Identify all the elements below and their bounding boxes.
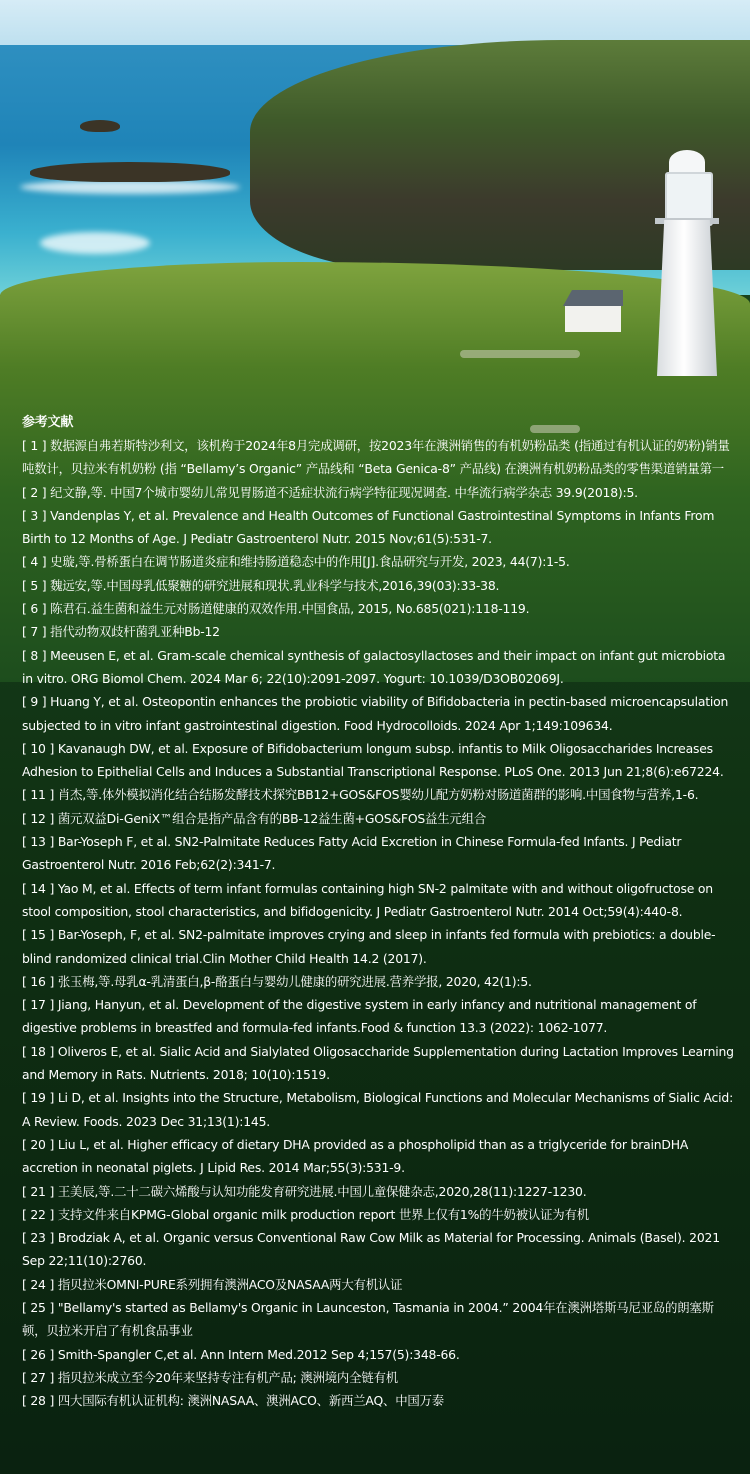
reference-item: [ 17 ] Jiang, Hanyun, et al. Development of the digestive system in early infancy and nutritional management of digestive problems in breastfed and formula-fed infants.Food & function 13.3 (2022): 1062-1077. bbox=[22, 997, 697, 1036]
reference-item: [ 4 ] 史璇,等.骨桥蛋白在调节肠道炎症和维持肠道稳态中的作用[J].食品研究与开发, 2023, 44(7):1-5. bbox=[22, 554, 570, 570]
sea-rock bbox=[30, 162, 230, 182]
reference-item: [ 20 ] Liu L, et al. Higher efficacy of dietary DHA provided as a phospholipid than as a triglyceride for brainDHA accretion in neonatal piglets. J Lipid Res. 2014 Mar;55(3):531-9. bbox=[22, 1136, 689, 1176]
cottage-wall bbox=[565, 306, 621, 332]
reference-item: [ 26 ] Smith-Spangler C,et al. Ann Intern Med.2012 Sep 4;157(5):348-66. bbox=[22, 1346, 460, 1362]
cottage-roof bbox=[563, 290, 623, 306]
reference-item: [ 8 ] Meeusen E, et al. Gram-scale chemical synthesis of galactosyllactoses and their impact on infant gut microbiota in vitro. ORG Biomol Chem. 2024 Mar 6; 22(10):2091-2097. Yogurt: 10.1039/D3OB02069J. bbox=[22, 647, 726, 686]
reference-item: [ 10 ] Kavanaugh DW, et al. Exposure of Bifidobacterium longum subsp. infantis to Milk Oligosaccharides Increases Adhesion to Epithelial Cells and Induces a Substantial Transcriptional Response. PLoS One. 2013 Jun 21;8(6):e67224. bbox=[22, 740, 724, 780]
stone-path bbox=[460, 350, 580, 358]
reference-item: [ 24 ] 指贝拉米OMNI-PURE系列拥有澳洲ACO及NASAA两大有机认证 bbox=[22, 1276, 403, 1292]
reference-item: [ 15 ] Bar-Yoseph, F, et al. SN2-palmitate improves crying and sleep in infants fed formula with prebiotics: a double-blind randomized clinical trial.Clin Mother Child Health 14.2 (2017). bbox=[22, 927, 716, 966]
lighthouse-cap bbox=[669, 150, 705, 174]
lighthouse-tower bbox=[657, 220, 717, 376]
reference-item: [ 9 ] Huang Y, et al. Osteopontin enhances the probiotic viability of Bifidobacteria in pectin-based microencapsulation subjected to in vitro infant gastrointestinal digestion. Food Hydrocolloids. 2024 Apr 1;149:109634. bbox=[22, 694, 729, 733]
reference-item: [ 6 ] 陈君石.益生菌和益生元对肠道健康的双效作用.中国食品, 2015, No.685(021):118-119. bbox=[22, 601, 530, 617]
reference-item: [ 7 ] 指代动物双歧杆菌乳亚种Bb-12 bbox=[22, 624, 220, 640]
reference-item: [ 11 ] 肖杰,等.体外模拟消化结合结肠发酵技术探究BB12+GOS&FOS婴幼儿配方奶粉对肠道菌群的影响.中国食物与营养,1-6. bbox=[22, 787, 699, 803]
reference-item: [ 12 ] 菌元双益Di-GeniX™组合是指产品含有的BB-12益生菌+GOS&FOS益生元组合 bbox=[22, 810, 487, 826]
reference-item: [ 25 ] "Bellamy's started as Bellamy's Organic in Launceston, Tasmania in 2004.” 2004年在澳洲塔斯马尼亚岛的朗塞斯顿，贝拉米开启了有机食品事业 bbox=[22, 1299, 714, 1339]
reference-item: [ 13 ] Bar-Yoseph F, et al. SN2-Palmitate Reduces Fatty Acid Excretion in Chinese Formula-fed Infants. J Pediatr Gastroenterol Nutr. 2016 Feb;62(2):341-7. bbox=[22, 834, 682, 873]
reference-item: [ 5 ] 魏远安,等.中国母乳低聚糖的研究进展和现状.乳业科学与技术,2016,39(03):33-38. bbox=[22, 577, 500, 593]
references-section bbox=[22, 412, 734, 1412]
references-heading: 参考文献 bbox=[22, 415, 74, 430]
wave-foam bbox=[40, 232, 150, 254]
reference-item: [ 27 ] 指贝拉米成立至今20年来坚持专注有机产品; 澳洲境内全链有机 bbox=[22, 1369, 398, 1385]
references-list bbox=[22, 434, 734, 1412]
reference-item: [ 19 ] Li D, et al. Insights into the Structure, Metabolism, Biological Functions and Molecular Mechanisms of Sialic Acid: A Review. Foods. 2023 Dec 31;13(1):145. bbox=[22, 1090, 734, 1129]
reference-item: [ 14 ] Yao M, et al. Effects of term infant formulas containing high SN-2 palmitate with and without oligofructose on stool composition, stool characteristics, and bifidogenicity. J Pediatr Gastroenterol Nutr. 2014 Oct;59(4):440-8. bbox=[22, 880, 713, 919]
reference-item: [ 21 ] 王美辰,等.二十二碳六烯酸与认知功能发育研究进展.中国儿童保健杂志,2020,28(11):1227-1230. bbox=[22, 1183, 587, 1199]
reference-item: [ 28 ] 四大国际有机认证机构: 澳洲NASAA、澳洲ACO、新西兰AQ、中国万泰 bbox=[22, 1393, 444, 1409]
reference-item: [ 22 ] 支持文件来自KPMG-Global organic milk production report 世界上仅有1%的牛奶被认证为有机 bbox=[22, 1206, 589, 1222]
reference-item: [ 1 ] 数据源自弗若斯特沙利文，该机构于2024年8月完成调研，按2023年在澳洲销售的有机奶粉品类 (指通过有机认证的奶粉)销量吨数计，贝拉米有机奶粉 (指 “Bellamy’s Organic” 产品线和 “Beta Genica-8” 产品线) 在澳洲有机奶粉品类的零售渠道销量第一 bbox=[22, 438, 730, 477]
reference-item: [ 23 ] Brodziak A, et al. Organic versus Conventional Raw Cow Milk as Material for Processing. Animals (Basel). 2021 Sep 22;11(10):2760. bbox=[22, 1230, 720, 1269]
reference-item: [ 3 ] Vandenplas Y, et al. Prevalence and Health Outcomes of Functional Gastrointestinal Symptoms in Infants From Birth to 12 Months of Age. J Pediatr Gastroenterol Nutr. 2015 Nov;61(5):531-7. bbox=[22, 507, 715, 547]
wave-foam bbox=[20, 180, 240, 194]
sea-rock bbox=[80, 120, 120, 132]
lighthouse bbox=[651, 140, 723, 380]
cottage bbox=[563, 290, 623, 332]
reference-item: [ 18 ] Oliveros E, et al. Sialic Acid and Sialylated Oligosaccharide Supplementation during Lactation Improves Learning and Memory in Rats. Nutrients. 2018; 10(10):1519. bbox=[22, 1043, 734, 1083]
reference-item: [ 16 ] 张玉梅,等.母乳α-乳清蛋白,β-酪蛋白与婴幼儿健康的研究进展.营养学报, 2020, 42(1):5. bbox=[22, 973, 532, 989]
reference-item: [ 2 ] 纪文静,等. 中国7个城市婴幼儿常见胃肠道不适症状流行病学特征现况调查. 中华流行病学杂志 39.9(2018):5. bbox=[22, 484, 638, 500]
